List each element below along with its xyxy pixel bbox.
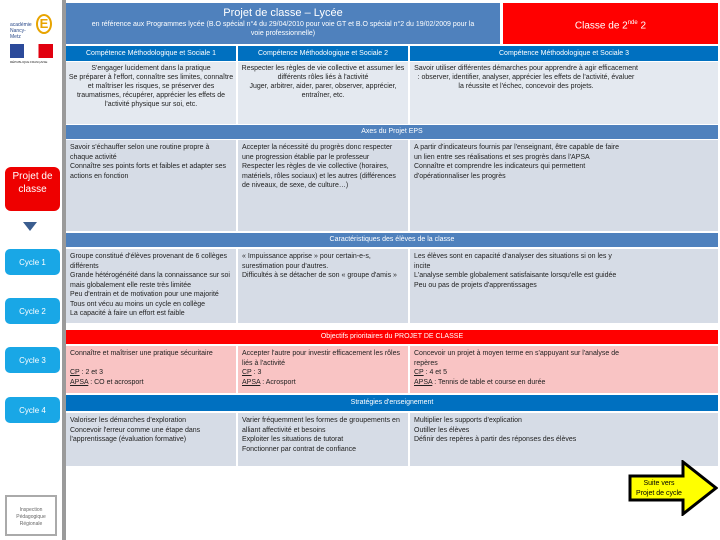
republic-text: RÉPUBLIQUE FRANÇAISE [10, 60, 48, 64]
strategies-header: Stratégies d'enseignement [66, 395, 718, 411]
strategie-text-2: Varier fréquemment les formes de groupements en alliant affectivité et besoins Exploiter les situations de tutorat Fonctionner par contrat de confiance [238, 413, 408, 466]
competence-header-1: Compétence Méthodologique et Sociale 1 [66, 46, 236, 61]
cp-label: CP [70, 369, 80, 376]
down-arrow-icon [23, 222, 37, 231]
cp-value: : 2 et 3 [79, 369, 103, 376]
apsa-value: : Tennis de table et course en durée [432, 378, 546, 386]
competence-text-1: S'engager lucidement dans la pratique Se préparer à l'effort, connaître ses limites, connaître et maîtriser les risques, se préserver des traumatismes, récupérer, apprécier les effets de l'activité physique sur soi, etc. [66, 62, 236, 124]
competence-header-2: Compétence Méthodologique et Sociale 2 [238, 46, 408, 61]
cp-label: CP [414, 369, 424, 376]
page-header [66, 3, 500, 44]
objectif-text: Connaître et maîtriser une pratique sécuritaire [70, 350, 213, 357]
objectifs-header: Objectifs prioritaires du PROJET DE CLASSE [66, 330, 718, 344]
cp-value: : 4 et 5 [423, 369, 447, 376]
caracteristiques-text-2: « Impuissance apprise » pour certain-e-s, surestimation pour d'autres. Difficultés à se détacher de son « groupe d'amis » [238, 249, 408, 323]
strategie-text-1: Valoriser les démarches d'exploration Concevoir l'erreur comme une étape dans l'apprentissage (évaluation formative) [66, 413, 236, 466]
cycle-3-button[interactable]: Cycle 3 [5, 347, 60, 373]
objectif-1 [66, 346, 236, 393]
objectif-3 [410, 346, 718, 393]
class-sup: nde [627, 20, 638, 26]
competence-header-3: Compétence Méthodologique et Sociale 3 [410, 46, 718, 61]
page-subtitle: en référence aux Programmes lycée (B.O spécial n°4 du 29/04/2010 pour voie GT et B.O spécial n°2 du 19/02/2009 pour la voie professionnelle) [91, 21, 475, 37]
strategie-text-3: Multiplier les supports d'explication Outiller les élèves Définir des repères à partir des réponses des élèves [410, 413, 718, 466]
axes-text-2: Accepter la nécessité du progrès donc respecter une progression établie par le professeur Respecter les règles de vie collective (horaires, matériels, rôles sociaux) et les autres (différences de niveaux, de sexe, de culture…) [238, 140, 408, 231]
caracteristiques-text-1: Groupe constitué d'élèves provenant de 6 collèges différents Grande hétérogénéité dans la connaissance sur soi mais globalement elle reste très limitée Peu d'entrain et de motivation pour une majorité Tous ont vécu au moins un cycle en collège La capacité à faire un effort est faible [66, 249, 236, 323]
cp-value: : 3 [251, 369, 262, 376]
caracteristiques-text-3: Les élèves sont en capacité d'analyser des situations si on les y incite L'analyse semble globalement satisfaisante lorsqu'elle est guidée Peu ou pas de projets d'apprentissages [410, 249, 718, 323]
cp-label: CP [242, 369, 252, 376]
axes-text-3: A partir d'indicateurs fournis par l'enseignant, être capable de faire un lien entre ses réalisations et ses progrès dans l'APSA Connaître et comprendre les indicateurs qui permettent d'opérationnaliser les progrès [410, 140, 718, 231]
class-prefix: Classe de 2 [574, 20, 628, 32]
caracteristiques-header: Caractéristiques des élèves de la classe [66, 233, 718, 247]
axes-header: Axes du Projet EPS [66, 125, 718, 139]
projet-de-classe-button[interactable]: Projet de classe [5, 167, 60, 211]
academy-logo-text: académie Nancy-Metz [10, 22, 32, 40]
cycle-2-button[interactable]: Cycle 2 [5, 298, 60, 324]
objectif-text: Concevoir un projet à moyen terme en s'appuyant sur l'analyse de repères [414, 350, 620, 367]
competence-text-3: Savoir utiliser différentes démarches pour apprendre à agir efficacement : observer, identifier, analyser, apprécier les effets de l'activité, évaluer la réussite et l'échec, concevoir des projets. [410, 62, 718, 124]
cycle-4-button[interactable]: Cycle 4 [5, 397, 60, 423]
class-badge [503, 3, 718, 44]
apsa-value: : CO et acrosport [88, 378, 144, 386]
cycle-1-button[interactable]: Cycle 1 [5, 249, 60, 275]
next-label: Suite vers Projet de cycle [636, 480, 682, 497]
objectif-2 [238, 346, 408, 393]
inspection-box: Inspection Pédagogique Régionale [5, 495, 57, 536]
objectif-text: Accepter l'autre pour investir efficacement les rôles liés à l'activité [242, 350, 401, 367]
marianne-flag-icon [10, 44, 53, 58]
apsa-label: APSA [242, 378, 261, 386]
academy-e-icon: E [36, 14, 52, 34]
apsa-label: APSA [414, 378, 433, 386]
apsa-label: APSA [70, 378, 89, 386]
page-title: Projet de classe – Lycée [223, 7, 343, 19]
axes-text-1: Savoir s'échauffer selon une routine propre à chaque activité Connaître ses points forts et faibles et adapter ses actions en fonction [66, 140, 236, 231]
apsa-value: : Acrosport [260, 378, 296, 386]
class-suffix: 2 [637, 20, 647, 32]
next-project-cycle-button[interactable] [628, 460, 718, 516]
academy-logo [10, 6, 56, 74]
competence-text-2: Respecter les règles de vie collective et assumer les différents rôles liés à l'activité Juger, arbitrer, aider, parer, observer, apprécier, entraîner, etc. [238, 62, 408, 124]
